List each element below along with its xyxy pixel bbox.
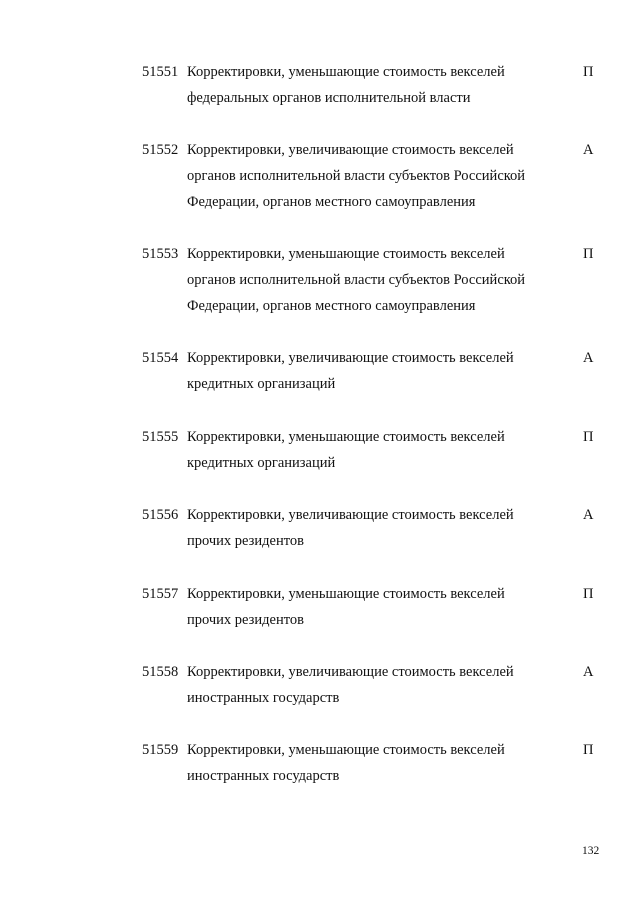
account-type-mark: П [583, 429, 594, 445]
description-line: Корректировки, уменьшающие стоимость векселей [187, 246, 505, 262]
description-line: Корректировки, увеличивающие стоимость векселей [187, 142, 514, 158]
account-description [187, 581, 557, 633]
account-description [187, 659, 557, 711]
account-code: 51553 [142, 246, 179, 262]
page-number: 132 [582, 845, 600, 857]
description-line: Корректировки, уменьшающие стоимость векселей [187, 586, 505, 602]
description-line: федеральных органов исполнительной власти [187, 90, 471, 106]
account-code: 51552 [142, 142, 179, 158]
description-line: органов исполнительной власти субъектов Российской [187, 168, 526, 184]
description-line: иностранных государств [187, 768, 340, 784]
description-line: Корректировки, увеличивающие стоимость векселей [187, 350, 514, 366]
account-description [187, 241, 557, 319]
account-type-mark: А [583, 664, 594, 680]
account-code: 51551 [142, 64, 179, 80]
account-description [187, 424, 557, 476]
account-description [187, 137, 557, 215]
description-line: Федерации, органов местного самоуправления [187, 298, 476, 314]
account-code: 51558 [142, 664, 179, 680]
account-description [187, 502, 557, 554]
description-line: Корректировки, увеличивающие стоимость векселей [187, 507, 514, 523]
description-line: Корректировки, увеличивающие стоимость векселей [187, 664, 514, 680]
description-line: прочих резидентов [187, 612, 304, 628]
description-line: Корректировки, уменьшающие стоимость векселей [187, 64, 505, 80]
account-type-mark: А [583, 350, 594, 366]
account-type-mark: А [583, 142, 594, 158]
account-code: 51557 [142, 586, 179, 602]
account-description [187, 59, 557, 111]
account-code: 51554 [142, 350, 179, 366]
account-code: 51555 [142, 429, 179, 445]
description-line: кредитных организаций [187, 455, 336, 471]
description-line: иностранных государств [187, 690, 340, 706]
account-type-mark: П [583, 586, 594, 602]
account-code: 51556 [142, 507, 179, 523]
description-line: органов исполнительной власти субъектов Российской [187, 272, 526, 288]
account-type-mark: А [583, 507, 594, 523]
account-type-mark: П [583, 64, 594, 80]
account-description [187, 345, 557, 397]
account-description [187, 737, 557, 789]
description-line: кредитных организаций [187, 376, 336, 392]
account-type-mark: П [583, 742, 594, 758]
description-line: Федерации, органов местного самоуправления [187, 194, 476, 210]
description-line: Корректировки, уменьшающие стоимость векселей [187, 429, 505, 445]
description-line: прочих резидентов [187, 533, 304, 549]
account-code: 51559 [142, 742, 179, 758]
account-type-mark: П [583, 246, 594, 262]
description-line: Корректировки, уменьшающие стоимость векселей [187, 742, 505, 758]
